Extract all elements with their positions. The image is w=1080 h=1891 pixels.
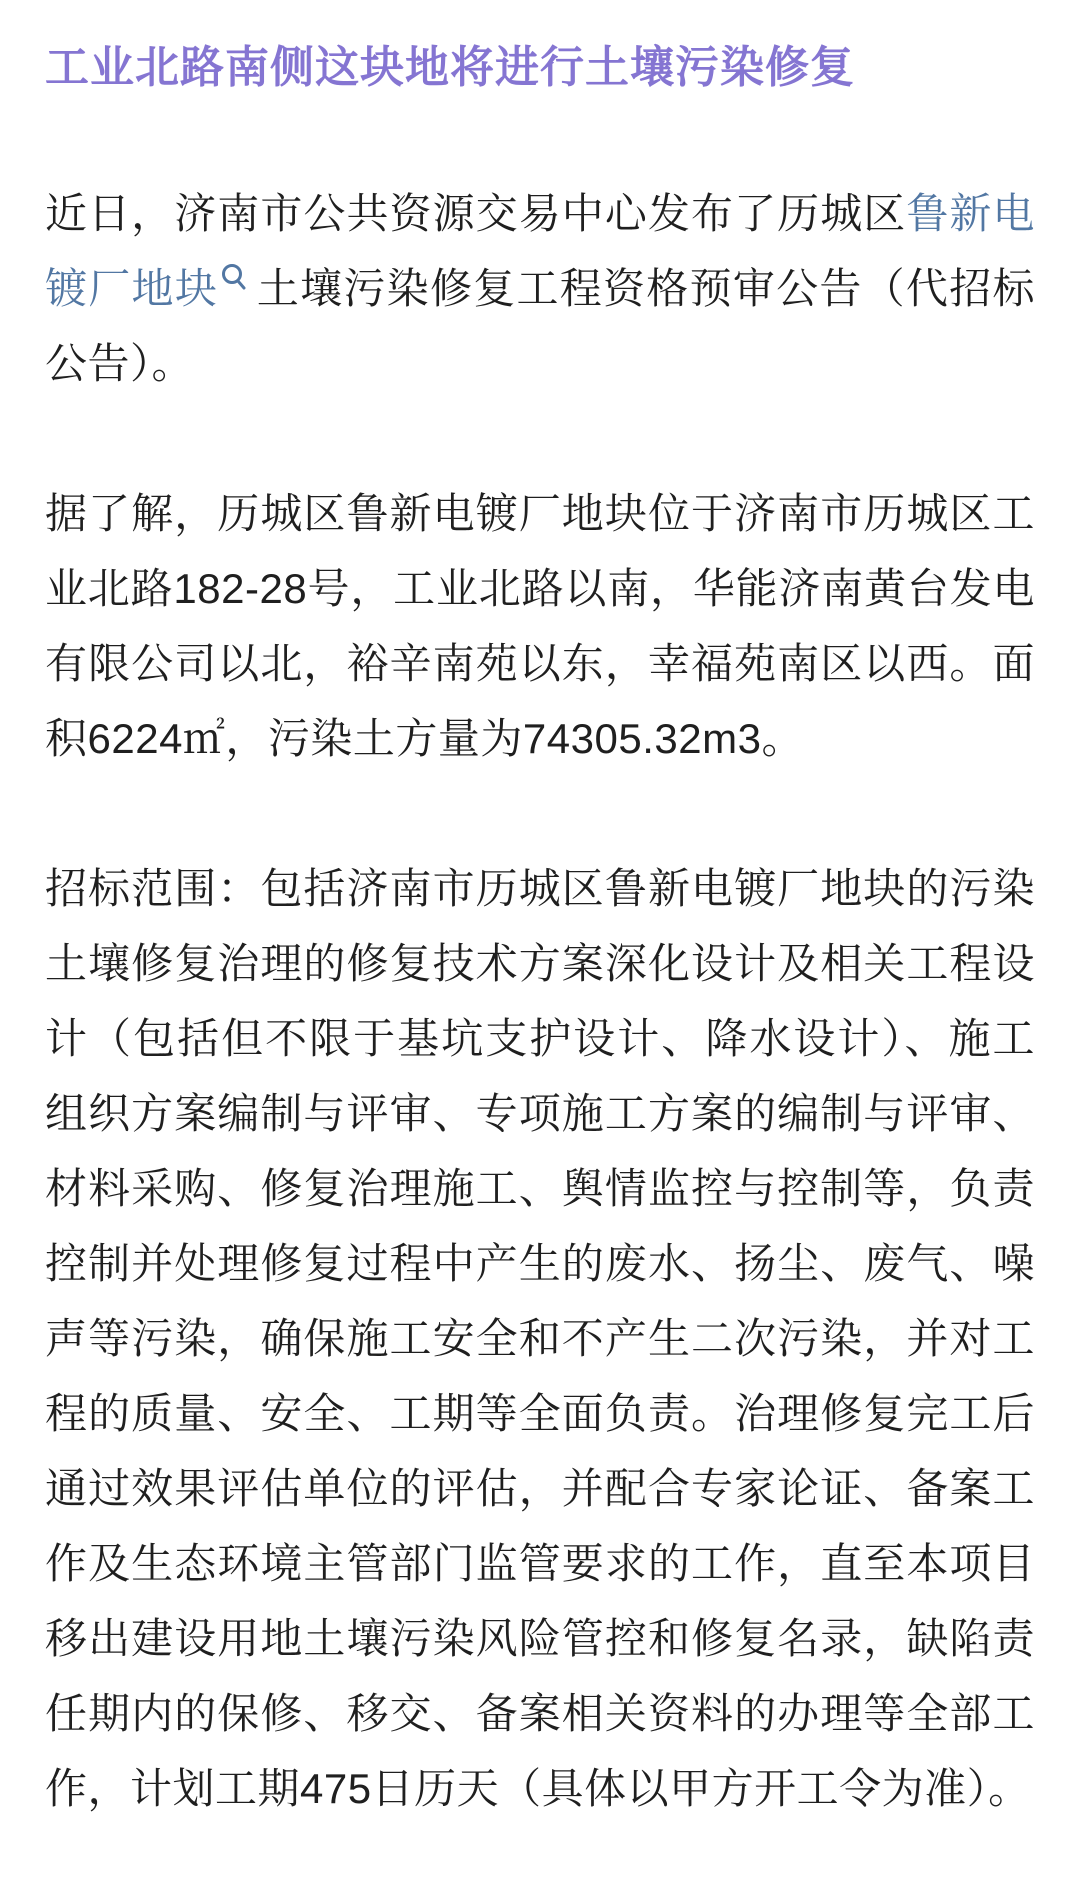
entity-link[interactable]: 鲁新电镀厂地块 — [45, 190, 1035, 312]
paragraph-2: 据了解，历城区鲁新电镀厂地块位于济南市历城区工业北路182-28号，工业北路以南，华能济南黄台发电有限公司以北，裕辛南苑以东，幸福苑南区以西。面积6224㎡，污染土方量为74305.32m3。 — [45, 490, 1035, 762]
paragraph-3: 招标范围：包括济南市历城区鲁新电镀厂地块的污染土壤修复治理的修复技术方案深化设计及相关工程设计（包括但不限于基坑支护设计、降水设计）、施工组织方案编制与评审、专项施工方案的编制与评审、材料采购、修复治理施工、舆情监控与控制等，负责控制并处理修复过程中产生的废水、扬尘、废气、噪声等污染，确保施工安全和不产生二次污染，并对工程的质量、安全、工期等全面负责。治理修复完工后通过效果评估单位的评估，并配合专家论证、备案工作及生态环境主管部门监管要求的工作，直至本项目移出建设用地土壤污染风险管控和修复名录，缺陷责任期内的保修、移交、备案相关资料的办理等全部工作，计划工期475日历天（具体以甲方开工令为准）。 — [45, 865, 1035, 1812]
article-body — [45, 176, 1035, 1826]
paragraph-text: 土壤污染修复工程资格预审公告（代招标公告）。 — [45, 265, 1035, 387]
search-icon[interactable] — [220, 262, 248, 292]
article-page — [0, 40, 1080, 1826]
paragraph-1 — [45, 176, 1035, 401]
paragraph-text: 近日，济南市公共资源交易中心发布了历城区 — [45, 190, 907, 237]
article-title: 工业北路南侧这块地将进行土壤污染修复 — [45, 43, 855, 92]
